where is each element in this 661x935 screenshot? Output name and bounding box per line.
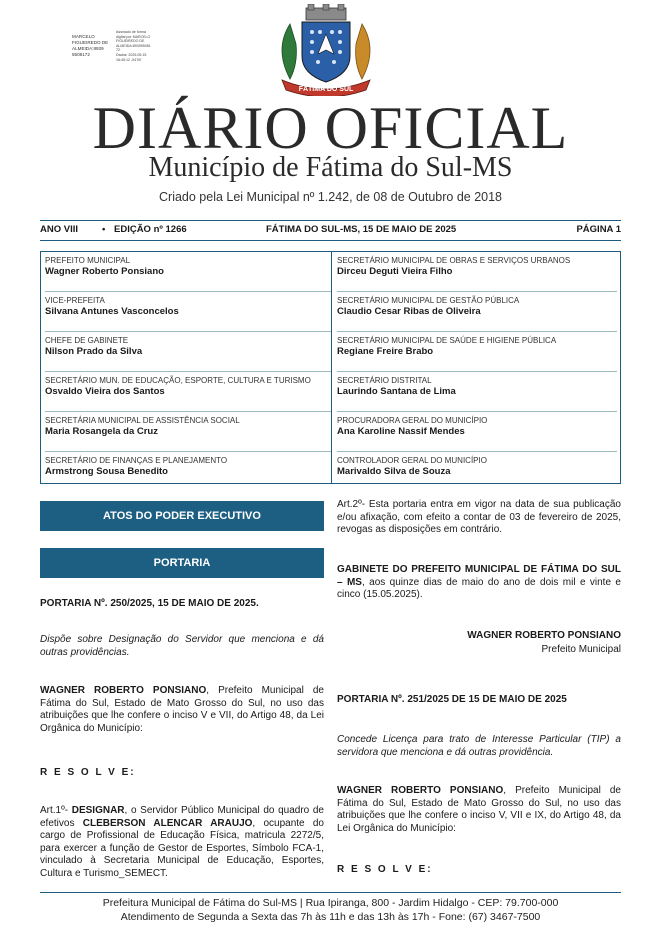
newspaper-title: DIÁRIO OFICIAL (92, 95, 569, 161)
section-banner-portaria: PORTARIA (40, 548, 324, 578)
officials-directory (40, 251, 621, 484)
creation-law-line: Criado pela Lei Municipal nº 1.242, de 08 de Outubro de 2018 (159, 190, 502, 204)
signatory-name: WAGNER ROBERTO PONSIANO (467, 630, 621, 641)
municipality-subtitle: Município de Fátima do Sul-MS (148, 152, 513, 183)
edition-number: EDIÇÃO nº 1266 (114, 224, 187, 235)
edition-rule-bottom (40, 240, 621, 241)
official-entry: SECRETÁRIO MUNICIPAL DE GESTÃO PÚBLICA Claudio Cesar Ribas de Oliveira (337, 296, 623, 318)
official-entry: SECRETÁRIA MUNICIPAL DE ASSISTÊNCIA SOCIAL Maria Rosangela da Cruz (45, 416, 331, 438)
edition-place-date: FÁTIMA DO SUL-MS, 15 DE MAIO DE 2025 (266, 224, 457, 235)
portaria-251-ementa: Concede Licença para trato de Interesse Particular (TIP) a servidora que menciona e dá outras providência. (337, 734, 621, 758)
footer-rule (40, 892, 621, 893)
signature-name: MARCELO FIGUEIREDO DE ALMEIDA:8939 5508172 (72, 34, 109, 57)
edition-rule-top (40, 220, 621, 221)
section-banner-executive-acts: ATOS DO PODER EXECUTIVO (40, 501, 324, 531)
portaria-251-title: PORTARIA Nº. 251/2025 DE 15 DE MAIO DE 2025 (337, 694, 567, 705)
official-entry: SECRETÁRIO MUN. DE EDUCAÇÃO, ESPORTE, CULTURA E TURISMO Osvaldo Vieira dos Santos (45, 376, 331, 398)
portaria-250-resolve: R E S O L V E: (40, 767, 136, 778)
official-entry: CONTROLADOR GERAL DO MUNICÍPIO Marivaldo Silva de Souza (337, 456, 487, 477)
edition-page: PÁGINA 1 (576, 224, 621, 235)
footer-address: Prefeitura Municipal de Fátima do Sul-MS | Rua Ipiranga, 800 - Jardim Hidalgo - CEP: 79.700-000 (102, 897, 559, 909)
official-entry: SECRETÁRIO MUNICIPAL DE SAÚDE E HIGIENE PÚBLICA Regiane Freire Brabo (337, 336, 623, 358)
portaria-250-ementa: Dispõe sobre Designação do Servidor que menciona e dá outras providências. (40, 634, 324, 658)
edition-bar (40, 224, 621, 238)
official-entry: CHEFE DE GABINETE Nilson Prado da Silva (45, 336, 331, 358)
edition-bullet: • (102, 224, 106, 235)
portaria-251-resolve: R E S O L V E: (337, 864, 433, 875)
portaria-251-preamble: WAGNER ROBERTO PONSIANO, Prefeito Municipal de Fátima do Sul, Estado de Mato Grosso do Sul, no uso das atribuições que lhe confere o inciso V, VII e IX, do Artigo 48, da Lei Orgânica do Município: (337, 785, 621, 834)
gabinete-closing: GABINETE DO PREFEITO MUNICIPAL DE FÁTIMA DO SUL – MS, aos quinze dias de maio do ano de dois mil e vinte e cinco (15.05.2025). (337, 564, 621, 601)
portaria-250-preamble: WAGNER ROBERTO PONSIANO, Prefeito Municipal de Fátima do Sul, Estado de Mato Grosso do Sul, no uso das atribuições que lhe confere o inciso V e VII, do Artigo 48, da Lei Orgânica do Município: (40, 685, 324, 734)
officials-divider (331, 252, 332, 483)
signatory-role: Prefeito Municipal (541, 644, 621, 655)
crest-ribbon-text: FÁTIMA DO SUL (298, 86, 354, 93)
portaria-250-article-1: Art.1º- DESIGNAR, o Servidor Público Municipal do quadro de efetivos CLEBERSON ALENCAR ARAUJO, ocupante do cargo de Profissional de Educação Física, matricula 2272/5, para exercer a função de Gestor de Esportes, Símbolo FCA-1, vinculado à Secretaria Municipal de Educação, Esportes, Cultura e Turismo_SEMECT. (40, 805, 324, 879)
portaria-250-article-2: Art.2º- Esta portaria entra em vigor na data de sua publicação e/ou afixação, com efeito a contar de 03 de fevereiro de 2025, revogas as disposições em contrário. (337, 499, 621, 536)
official-entry: SECRETÁRIO DISTRITAL Laurindo Santana de Lima (337, 376, 623, 398)
edition-year: ANO VIII (40, 224, 79, 235)
digital-signature-stamp (72, 30, 192, 68)
official-entry: SECRETÁRIO DE FINANÇAS E PLANEJAMENTO Armstrong Sousa Benedito (45, 456, 228, 477)
official-entry: VICE-PREFEITA Silvana Antunes Vasconcelos (45, 296, 331, 318)
official-entry: SECRETÁRIO MUNICIPAL DE OBRAS E SERVIÇOS URBANOS Dirceu Deguti Vieira Filho (337, 256, 623, 278)
signature-details: Assinado de forma digital por MARCELO FIGUEIREDO DE ALMEIDA:893955081 72 Dados: 2025.05.15 16:45:12 -04'00' (116, 30, 151, 62)
municipal-coat-of-arms-icon (268, 4, 384, 96)
portaria-250-title: PORTARIA Nº. 250/2025, 15 DE MAIO DE 2025. (40, 598, 259, 609)
official-entry: PREFEITO MUNICIPAL Wagner Roberto Ponsiano (45, 256, 331, 278)
footer-hours-phone: Atendimento de Segunda a Sexta das 7h às 11h e das 13h às 17h - Fone: (67) 3467-7500 (120, 911, 541, 923)
official-entry: PROCURADORA GERAL DO MUNICÍPIO Ana Karoline Nassif Mendes (337, 416, 623, 438)
